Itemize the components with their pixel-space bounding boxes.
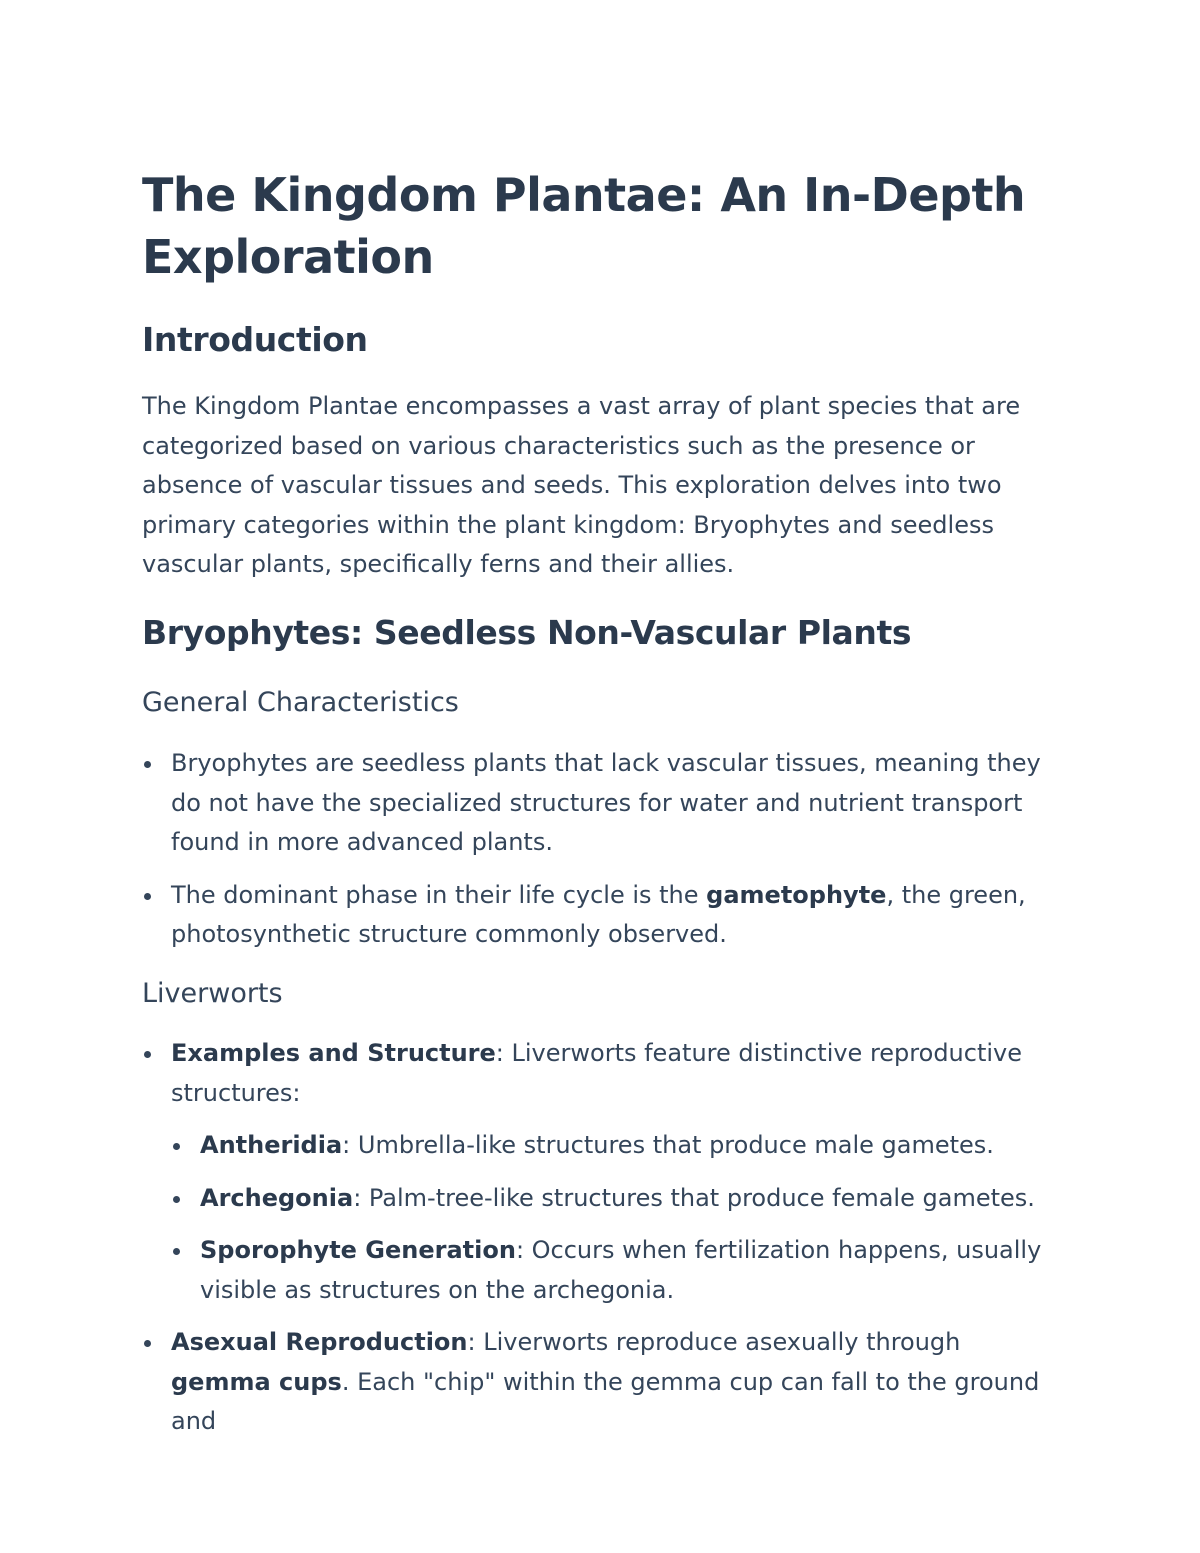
list-item-text: The dominant phase in their life cycle is the <box>171 880 707 909</box>
list-item-text: : Palm-tree-like structures that produce female gametes. <box>353 1183 1035 1212</box>
list-item <box>171 1231 1062 1310</box>
document-title: The Kingdom Plantae: An In-Depth Exploration <box>142 168 1026 284</box>
bold-term: Antheridia <box>200 1131 343 1159</box>
introduction-paragraph: The Kingdom Plantae encompasses a vast array of plant species that are categorized based on various characteristics such as the presence or absence of vascular tissues and seeds. This exploration delves into two primary categories within the plant kingdom: Bryophytes and seedless vascular plants, specifically ferns and their allies. <box>142 392 1021 578</box>
list-item-text: . Each "chip" within the gemma cup can fall to the ground and <box>171 1367 1040 1435</box>
liverworts-list <box>142 1034 1062 1442</box>
bold-term: Asexual Reproduction <box>171 1328 468 1356</box>
list-item-text: : Liverworts feature distinctive reproductive structures: <box>171 1039 1023 1107</box>
list-item <box>142 1323 1062 1442</box>
list-item <box>142 1034 1062 1310</box>
general-characteristics-list <box>142 744 1062 955</box>
list-item-text: Bryophytes are seedless plants that lack vascular tissues, meaning they do not have the specialized structures for water and nutrient transport found in more advanced plants. <box>171 749 1041 856</box>
list-item-text: : Umbrella-like structures that produce male gametes. <box>342 1131 994 1159</box>
list-item-text: : Liverworts reproduce asexually through <box>467 1328 961 1356</box>
general-characteristics-heading: General Characteristics <box>142 687 459 718</box>
list-item <box>142 876 1062 955</box>
bold-term: Archegonia <box>200 1183 354 1212</box>
liverworts-heading: Liverworts <box>142 978 283 1009</box>
reproductive-structures-list <box>171 1126 1062 1310</box>
bold-term: gametophyte <box>706 880 887 909</box>
list-item <box>171 1126 1062 1166</box>
list-item <box>171 1179 1062 1219</box>
list-item-text: : Occurs when fertilization happens, usually visible as structures on the archegonia. <box>200 1236 1042 1304</box>
bryophytes-heading: Bryophytes: Seedless Non-Vascular Plants <box>142 613 912 652</box>
list-item <box>142 744 1062 863</box>
bold-term: Sporophyte Generation <box>200 1236 516 1264</box>
introduction-heading: Introduction <box>142 320 368 359</box>
bold-term: Examples and Structure <box>171 1039 496 1067</box>
bold-term: gemma cups <box>171 1367 342 1396</box>
list-item-text: , the green, photosynthetic structure commonly observed. <box>171 880 1026 948</box>
